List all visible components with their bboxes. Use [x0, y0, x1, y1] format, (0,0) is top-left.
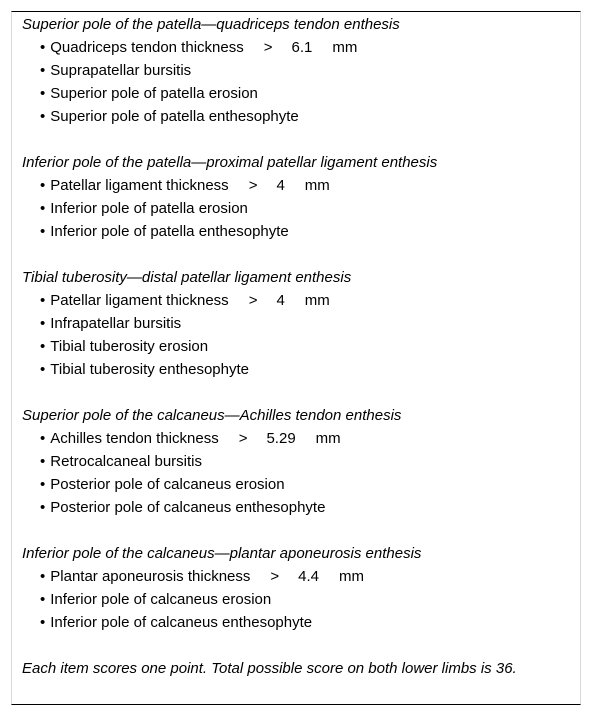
- list-item: [22, 358, 572, 381]
- section-quadriceps-enthesis: [22, 13, 572, 128]
- bullet-icon: •: [40, 62, 46, 79]
- threshold-unit: mm: [304, 177, 330, 194]
- item-label: Inferior pole of calcaneus enthesophyte: [50, 614, 313, 631]
- list-item: [22, 588, 572, 611]
- comparison-operator: >: [248, 292, 258, 309]
- comparison-operator: >: [248, 177, 258, 194]
- list-item: [22, 335, 572, 358]
- item-label: Plantar aponeurosis thickness: [50, 568, 251, 585]
- bullet-icon: •: [40, 591, 46, 608]
- bullet-icon: •: [40, 39, 46, 56]
- item-label: Posterior pole of calcaneus enthesophyte: [50, 499, 326, 516]
- bullet-icon: •: [40, 568, 46, 585]
- bullet-icon: •: [40, 177, 46, 194]
- item-label: Posterior pole of calcaneus erosion: [50, 476, 285, 493]
- list-item: [22, 450, 572, 473]
- item-label: Patellar ligament thickness: [50, 177, 229, 194]
- item-label: Infrapatellar bursitis: [50, 315, 182, 332]
- list-item: [22, 82, 572, 105]
- bullet-icon: •: [40, 430, 46, 447]
- item-label: Inferior pole of patella enthesophyte: [50, 223, 289, 240]
- comparison-operator: >: [263, 39, 273, 56]
- threshold-value: 4: [276, 292, 285, 309]
- bullet-icon: •: [40, 338, 46, 355]
- item-label: Retrocalcaneal bursitis: [50, 453, 203, 470]
- threshold-unit: mm: [332, 39, 358, 56]
- section-proximal-patellar-enthesis: [22, 151, 572, 243]
- bullet-icon: •: [40, 200, 46, 217]
- section-plantar-enthesis: [22, 542, 572, 634]
- list-item: [22, 611, 572, 634]
- item-label: Inferior pole of patella erosion: [50, 200, 248, 217]
- list-item: [22, 105, 572, 128]
- section-distal-patellar-enthesis: [22, 266, 572, 381]
- bullet-icon: •: [40, 361, 46, 378]
- bullet-icon: •: [40, 614, 46, 631]
- section-heading: Tibial tuberosity—distal patellar ligament enthesis: [22, 269, 352, 286]
- bullet-icon: •: [40, 476, 46, 493]
- bullet-icon: •: [40, 85, 46, 102]
- list-item: [22, 427, 572, 450]
- threshold-unit: mm: [304, 292, 330, 309]
- item-label: Superior pole of patella erosion: [50, 85, 258, 102]
- section-achilles-enthesis: [22, 404, 572, 519]
- item-label: Quadriceps tendon thickness: [50, 39, 244, 56]
- item-label: Tibial tuberosity enthesophyte: [50, 361, 249, 378]
- list-item: [22, 496, 572, 519]
- list-item: [22, 312, 572, 335]
- list-item: [22, 59, 572, 82]
- list-item: [22, 473, 572, 496]
- item-label: Patellar ligament thickness: [50, 292, 229, 309]
- bullet-icon: •: [40, 108, 46, 125]
- comparison-operator: >: [238, 430, 248, 447]
- threshold-value: 4.4: [298, 568, 320, 585]
- comparison-operator: >: [270, 568, 280, 585]
- threshold-unit: mm: [339, 568, 365, 585]
- section-heading: Inferior pole of the patella—proximal patellar ligament enthesis: [22, 154, 438, 171]
- list-item: [22, 289, 572, 312]
- list-item: [22, 220, 572, 243]
- threshold-value: 5.29: [266, 430, 296, 447]
- threshold-value: 6.1: [291, 39, 313, 56]
- item-label: Inferior pole of calcaneus erosion: [50, 591, 272, 608]
- bullet-icon: •: [40, 315, 46, 332]
- score-footnote: Each item scores one point. Total possible score on both lower limbs is 36.: [22, 660, 517, 677]
- list-item: [22, 36, 572, 59]
- list-item: [22, 197, 572, 220]
- bullet-icon: •: [40, 453, 46, 470]
- section-heading: Superior pole of the calcaneus—Achilles tendon enthesis: [22, 407, 402, 424]
- list-item: [22, 174, 572, 197]
- threshold-unit: mm: [315, 430, 341, 447]
- bullet-icon: •: [40, 223, 46, 240]
- section-heading: Inferior pole of the calcaneus—plantar aponeurosis enthesis: [22, 545, 422, 562]
- bullet-icon: •: [40, 499, 46, 516]
- scoring-table: [22, 13, 572, 680]
- item-label: Superior pole of patella enthesophyte: [50, 108, 299, 125]
- item-label: Achilles tendon thickness: [50, 430, 219, 447]
- section-heading: Superior pole of the patella—quadriceps tendon enthesis: [22, 16, 400, 33]
- list-item: [22, 565, 572, 588]
- threshold-value: 4: [276, 177, 285, 194]
- item-label: Tibial tuberosity erosion: [50, 338, 209, 355]
- item-label: Suprapatellar bursitis: [50, 62, 192, 79]
- bullet-icon: •: [40, 292, 46, 309]
